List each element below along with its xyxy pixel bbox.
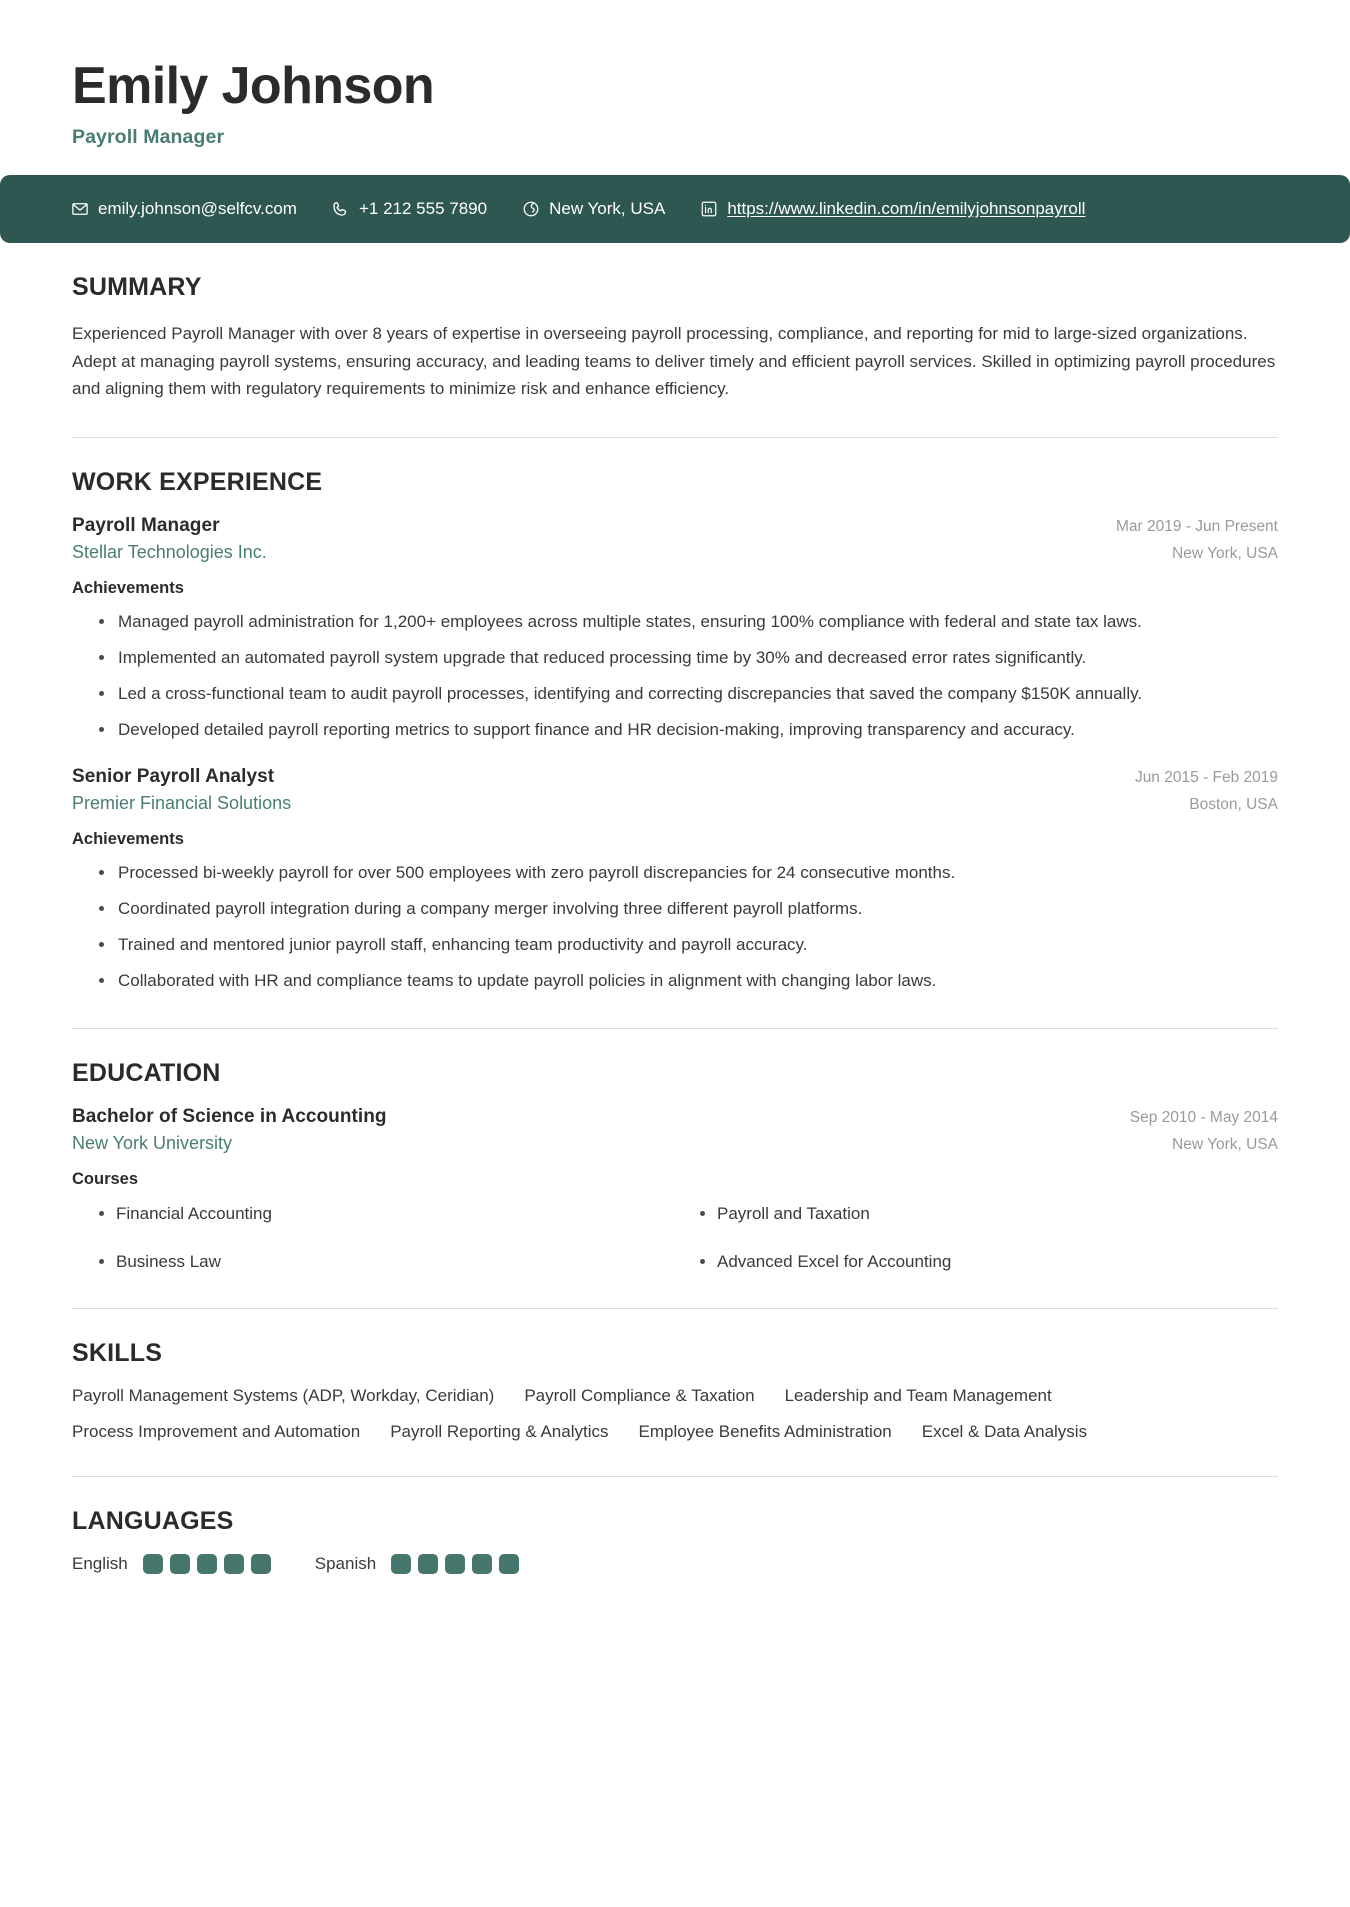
job-organization: Stellar Technologies Inc. <box>72 541 267 562</box>
degree-name: Bachelor of Science in Accounting <box>72 1106 387 1128</box>
skill-item: Employee Benefits Administration <box>638 1422 892 1442</box>
language-level-rating <box>391 1554 519 1574</box>
language-level-square <box>251 1554 271 1574</box>
language-level-square <box>445 1554 465 1574</box>
resume-header <box>0 0 1350 175</box>
work-entry <box>72 766 1278 995</box>
section-work-experience <box>72 438 1278 995</box>
entry-subheader-row <box>72 537 1278 563</box>
language-level-rating <box>143 1554 271 1574</box>
section-summary <box>72 243 1278 403</box>
language-level-square <box>143 1554 163 1574</box>
skill-item: Payroll Management Systems (ADP, Workday, Ceridian) <box>72 1386 495 1406</box>
section-title-languages: LANGUAGES <box>72 1507 234 1536</box>
job-dates: Mar 2019 - Jun Present <box>1116 517 1278 535</box>
skill-item: Excel & Data Analysis <box>921 1422 1088 1442</box>
education-location: New York, USA <box>1172 1136 1278 1154</box>
job-location: New York, USA <box>1172 544 1278 562</box>
achievement-item: Collaborated with HR and compliance teams to update payroll policies in alignment with changing labor laws. <box>116 967 1278 994</box>
achievements-label: Achievements <box>72 578 184 597</box>
section-title-education: EDUCATION <box>72 1059 221 1088</box>
course-item: Advanced Excel for Accounting <box>717 1249 1278 1275</box>
language-name: Spanish <box>314 1554 377 1574</box>
skill-item: Payroll Reporting & Analytics <box>390 1422 609 1442</box>
language-level-square <box>391 1554 411 1574</box>
achievement-item: Implemented an automated payroll system upgrade that reduced processing time by 30% and decreased error rates significantly. <box>116 644 1278 671</box>
section-title-work-experience: WORK EXPERIENCE <box>72 467 323 496</box>
linkedin-icon <box>699 200 718 219</box>
languages-list <box>72 1554 1278 1574</box>
language-item <box>315 1554 519 1574</box>
skill-item: Payroll Compliance & Taxation <box>524 1386 755 1406</box>
envelope-icon <box>70 200 89 219</box>
school-name: New York University <box>72 1133 233 1154</box>
contact-item-envelope <box>70 199 297 219</box>
job-organization: Premier Financial Solutions <box>72 792 292 813</box>
contact-item-location-globe <box>521 199 665 219</box>
achievement-item: Coordinated payroll integration during a company merger involving three different payroll platforms. <box>116 895 1278 922</box>
language-level-square <box>418 1554 438 1574</box>
contact-item-label: New York, USA <box>549 199 666 219</box>
section-education <box>72 1029 1278 1274</box>
work-entry-list <box>72 515 1278 995</box>
language-level-square <box>499 1554 519 1574</box>
language-level-square <box>224 1554 244 1574</box>
job-role: Senior Payroll Analyst <box>72 765 275 787</box>
entry-header-row <box>72 766 1278 788</box>
language-level-square <box>170 1554 190 1574</box>
work-entry <box>72 515 1278 744</box>
job-role: Payroll Manager <box>72 514 220 536</box>
achievement-item: Led a cross-functional team to audit payroll processes, identifying and correcting discrepancies that saved the company $150K annually. <box>116 680 1278 707</box>
achievement-item: Managed payroll administration for 1,200+ employees across multiple states, ensuring 100% compliance with federal and state tax laws. <box>116 608 1278 635</box>
location-globe-icon <box>521 200 540 219</box>
language-name: English <box>72 1554 128 1574</box>
language-level-square <box>197 1554 217 1574</box>
education-entry <box>72 1106 1278 1274</box>
course-item: Payroll and Taxation <box>717 1201 1278 1227</box>
course-item: Business Law <box>116 1249 677 1275</box>
skill-item: Leadership and Team Management <box>784 1386 1052 1406</box>
achievements-list <box>72 859 1278 995</box>
job-location: Boston, USA <box>1189 795 1278 813</box>
contact-item-label: emily.johnson@selfcv.com <box>98 199 297 219</box>
candidate-title: Payroll Manager <box>72 126 225 149</box>
contact-item-linkedin[interactable] <box>699 199 1085 219</box>
contact-item-phone <box>331 199 487 219</box>
education-dates: Sep 2010 - May 2014 <box>1129 1109 1278 1127</box>
achievement-item: Developed detailed payroll reporting metrics to support finance and HR decision-making, improving transparency and accuracy. <box>116 716 1278 743</box>
achievement-item: Trained and mentored junior payroll staff, enhancing team productivity and payroll accuracy. <box>116 931 1278 958</box>
summary-text: Experienced Payroll Manager with over 8 years of expertise in overseeing payroll processing, compliance, and reporting for mid to large-sized organizations. Adept at managing payroll systems, ensuring accuracy, and leading teams to deliver timely and efficient payroll services. Skilled in optimizing payroll procedures and aligning them with regulatory requirements to minimize risk and enhance efficiency. <box>72 324 1276 399</box>
phone-icon <box>331 200 350 219</box>
achievement-item: Processed bi-weekly payroll for over 500 employees with zero payroll discrepancies for 24 consecutive months. <box>116 859 1278 886</box>
entry-subheader-row <box>72 788 1278 814</box>
entry-header-row <box>72 1106 1278 1128</box>
job-dates: Jun 2015 - Feb 2019 <box>1134 768 1278 786</box>
language-level-square <box>472 1554 492 1574</box>
skills-list <box>72 1386 1232 1442</box>
skill-item: Process Improvement and Automation <box>72 1422 361 1442</box>
courses-list <box>72 1201 1278 1274</box>
candidate-name: Emily Johnson <box>72 57 435 115</box>
contact-bar <box>0 175 1350 243</box>
education-entry-list <box>72 1106 1278 1274</box>
section-languages <box>72 1477 1278 1574</box>
section-title-summary: SUMMARY <box>72 273 202 302</box>
achievements-label: Achievements <box>72 829 184 848</box>
achievements-list <box>72 608 1278 744</box>
resume-body <box>0 243 1350 1574</box>
language-item <box>72 1554 271 1574</box>
contact-link-text[interactable]: https://www.linkedin.com/in/emilyjohnsonpayroll <box>727 199 1086 219</box>
contact-item-label: +1 212 555 7890 <box>358 199 488 219</box>
courses-label: Courses <box>72 1170 139 1189</box>
course-item: Financial Accounting <box>116 1201 677 1227</box>
section-title-skills: SKILLS <box>72 1339 163 1368</box>
entry-header-row <box>72 515 1278 537</box>
section-skills <box>72 1309 1278 1442</box>
entry-subheader-row <box>72 1128 1278 1154</box>
